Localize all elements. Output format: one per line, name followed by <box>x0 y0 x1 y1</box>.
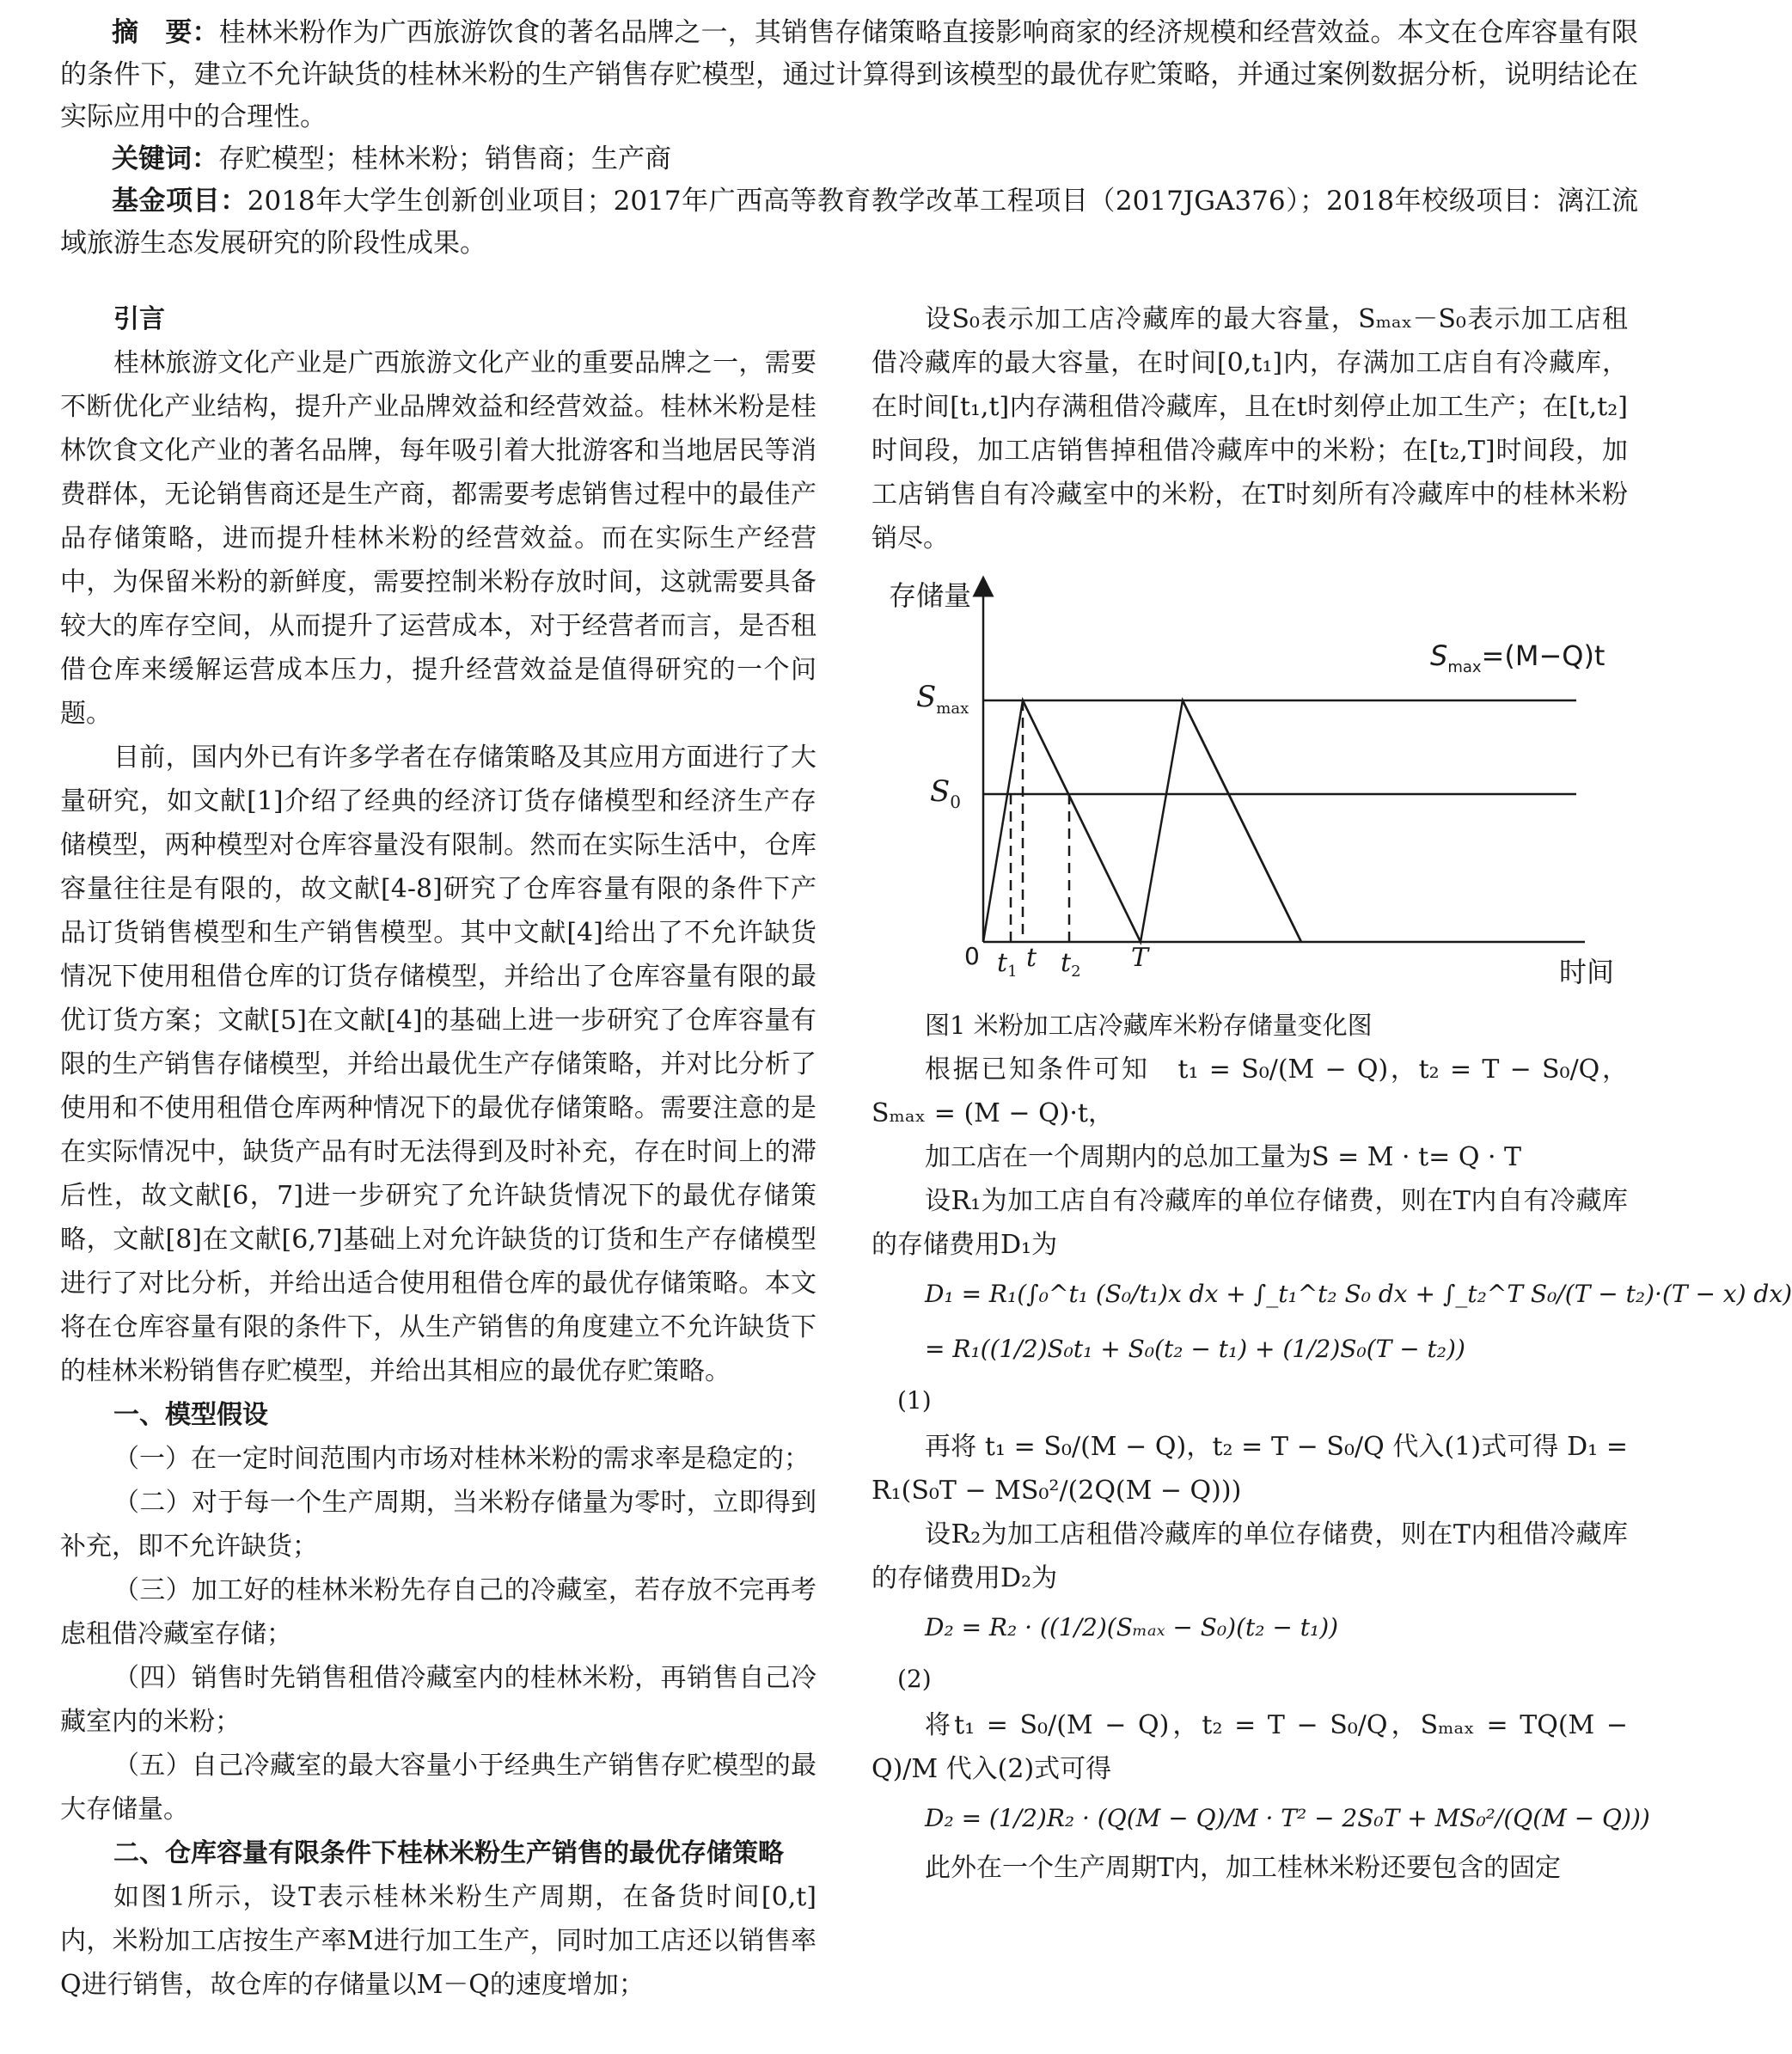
right-paragraph-1: 设S₀表示加工店冷藏库的最大容量，Sₘₐₓ－S₀表示加工店租借冷藏库的最大容量，在时间[0,t₁]内，存满加工店自有冷藏库，在时间[t₁,t]内存满租借冷藏库，且在t时刻停止加工生产；在[t,t₂]时间段，加工店销售掉租借冷藏库中的米粉；在[t₂,T]时间段，加工店销售自有冷藏室中的米粉，在T时刻所有冷藏库中的桂林米粉销尽。 <box>872 304 1628 553</box>
right-paragraph-2: 根据已知条件可知 t₁ = S₀/(M − Q)，t₂ = T − S₀/Q，Sₘₐₓ = (M − Q)·t， <box>872 1055 1628 1128</box>
formula-d2: D₂ = R₂ · ((1/2)(Sₘₐₓ − S₀)(t₂ − t₁)) <box>925 1613 1339 1641</box>
right-paragraph-6: 设R₂为加工店租借冷藏库的单位存储费，则在T内租借冷藏库的存储费用D₂为 <box>872 1519 1628 1593</box>
right-paragraph-7: 将t₁ = S₀/(M − Q)，t₂ = T − S₀/Q，Sₘₐₓ = TQ(M − Q)/M 代入(2)式可得 <box>872 1710 1628 1784</box>
intro-paragraph-2: 目前，国内外已有许多学者在存储策略及其应用方面进行了大量研究，如文献[1]介绍了经典的经济订货存储模型和经济生产存储模型，两种模型对仓库容量没有限制。然而在实际生活中，仓库容量往往是有限的，故文献[4-8]研究了仓库容量有限的条件下产品订货销售模型和生产销售模型。其中文献[4]给出了不允许缺货情况下使用租借仓库的订货存储模型，并给出了仓库容量有限的最优订货方案；文献[5]在文献[4]的基础上进一步研究了仓库容量有限的生产销售存储模型，并给出最优生产存储策略，并对比分析了使用和不使用租借仓库两种情况下的最优存储策略。需要注意的是在实际情况中，缺货产品有时无法得到及时补充，存在时间上的滞后性，故文献[6，7]进一步研究了允许缺货情况下的最优存储策略，文献[8]在文献[6,7]基础上对允许缺货的订货和生产存储模型进行了对比分析，并给出适合使用租借仓库的最优存储策略。本文将在仓库容量有限的条件下，从生产销售的角度建立不允许缺货下的桂林米粉销售存贮模型，并给出其相应的最优存贮策略。 <box>60 743 816 1386</box>
t-tick-label: t <box>1026 943 1037 973</box>
second-decay-line <box>1183 700 1301 942</box>
inventory-curve <box>983 700 1301 942</box>
keywords-text: 存贮模型；桂林米粉；销售商；生产商 <box>218 144 671 174</box>
left-column <box>60 297 816 2007</box>
right-paragraph-5: 再将 t₁ = S₀/(M − Q)，t₂ = T − S₀/Q 代入(1)式可得 D₁ = R₁(S₀T − MS₀²/(2Q(M − Q))) <box>872 1432 1628 1506</box>
smax-label: $S_{max}$ <box>916 680 969 718</box>
smax-formula-label: $S_{max}=(M-Q)t$ <box>1430 639 1605 676</box>
formula-d2-result: D₂ = (1/2)R₂ · (Q(M − Q)/M · T² − 2S₀T + MS₀²/(Q(M − Q))) <box>925 1804 1650 1832</box>
origin-label: 0 <box>964 942 980 970</box>
right-column <box>872 297 1792 1890</box>
intro-paragraph-1: 桂林旅游文化产业是广西旅游文化产业的重要品牌之一，需要不断优化产业结构，提升产业品牌效益和经营效益。桂林米粉是桂林饮食文化产业的著名品牌，每年吸引着大批游客和当地居民等消费群体，无论销售商还是生产商，都需要考虑销售过程中的最佳产品存储策略，进而提升桂林米粉的经营效益。而在实际生产经营中，为保留米粉的新鲜度，需要控制米粉存放时间，这就需要具备较大的库存空间，从而提升了运营成本，对于经营者而言，是否租借仓库来缓解运营成本压力，提升经营效益是值得研究的一个问题。 <box>60 348 816 729</box>
assumption-1: （一）在一定时间范围内市场对桂林米粉的需求率是稳定的； <box>113 1444 810 1474</box>
abstract-text: 桂林米粉作为广西旅游饮食的著名品牌之一，其销售存储策略直接影响商家的经济规模和经营效益。本文在仓库容量有限的条件下，建立不允许缺货的桂林米粉的生产销售存贮模型，通过计算得到该模型的最优存贮策略，并通过案例数据分析，说明结论在实际应用中的合理性。 <box>60 17 1639 132</box>
keywords-label: 关键词： <box>112 144 218 174</box>
right-paragraph-8: 此外在一个生产周期T内，加工桂林米粉还要包含的固定 <box>925 1853 1562 1883</box>
right-paragraph-3: 加工店在一个周期内的总加工量为S = M · t= Q · T <box>925 1142 1522 1172</box>
assumption-3: （三）加工好的桂林米粉先存自己的冷藏室，若存放不完再考虑租借冷藏室存储； <box>60 1575 816 1649</box>
fund-text: 2018年大学生创新创业项目；2017年广西高等教育教学改革工程项目（2017JGA376）；2018年校级项目：漓江流域旅游生态发展研究的阶段性成果。 <box>60 186 1638 259</box>
equation-number-1: (1) <box>897 1386 932 1415</box>
x-axis-label: 时间 <box>1559 956 1615 988</box>
y-axis-label: 存储量 <box>889 579 972 612</box>
formula-d1-result: = R₁((1/2)S₀t₁ + S₀(t₂ − t₁) + (1/2)S₀(T − t₂)) <box>925 1335 1465 1363</box>
section-heading-strategy: 二、仓库容量有限条件下桂林米粉生产销售的最优存储策略 <box>113 1838 784 1868</box>
cycle-decay-line <box>1023 700 1141 942</box>
t1-tick-label: $t_1$ <box>997 948 1018 981</box>
intro-heading: 引言 <box>113 304 165 334</box>
assumption-2: （二）对于每一个生产周期，当米粉存储量为零时，立即得到补充，即不允许缺货； <box>60 1488 816 1562</box>
assumption-4: （四）销售时先销售租借冷藏室内的桂林米粉，再销售自己冷藏室内的米粉； <box>60 1663 816 1737</box>
section-heading-assumptions: 一、模型假设 <box>113 1400 268 1430</box>
equation-number-2: (2) <box>897 1665 932 1693</box>
abstract-label: 摘 要： <box>112 17 219 48</box>
T-tick-label: T <box>1131 943 1149 973</box>
figure-1 <box>872 569 1628 1003</box>
right-paragraph-4: 设R₁为加工店自有冷藏库的单位存储费，则在T内自有冷藏库的存储费用D₁为 <box>872 1186 1628 1260</box>
abstract-block <box>60 12 1638 265</box>
figure-caption: 图1 米粉加工店冷藏库米粉存储量变化图 <box>925 1011 1373 1040</box>
inventory-diagram <box>872 569 1628 1003</box>
t2-tick-label: $t_2$ <box>1061 948 1081 981</box>
s0-label: $S_0$ <box>930 774 962 812</box>
assumption-5: （五）自己冷藏室的最大容量小于经典生产销售存贮模型的最大存储量。 <box>60 1751 816 1825</box>
formula-d1-integral: D₁ = R₁(∫₀^t₁ (S₀/t₁)x dx + ∫_t₁^t₂ S₀ dx + ∫_t₂^T S₀/(T − t₂)·(T − x) dx) <box>925 1280 1792 1308</box>
strategy-paragraph-1: 如图1所示，设T表示桂林米粉生产周期，在备货时间[0,t]内，米粉加工店按生产率M进行加工生产，同时加工店还以销售率Q进行销售，故仓库的存储量以M－Q的速度增加； <box>60 1882 816 2000</box>
fund-label: 基金项目： <box>112 186 248 217</box>
